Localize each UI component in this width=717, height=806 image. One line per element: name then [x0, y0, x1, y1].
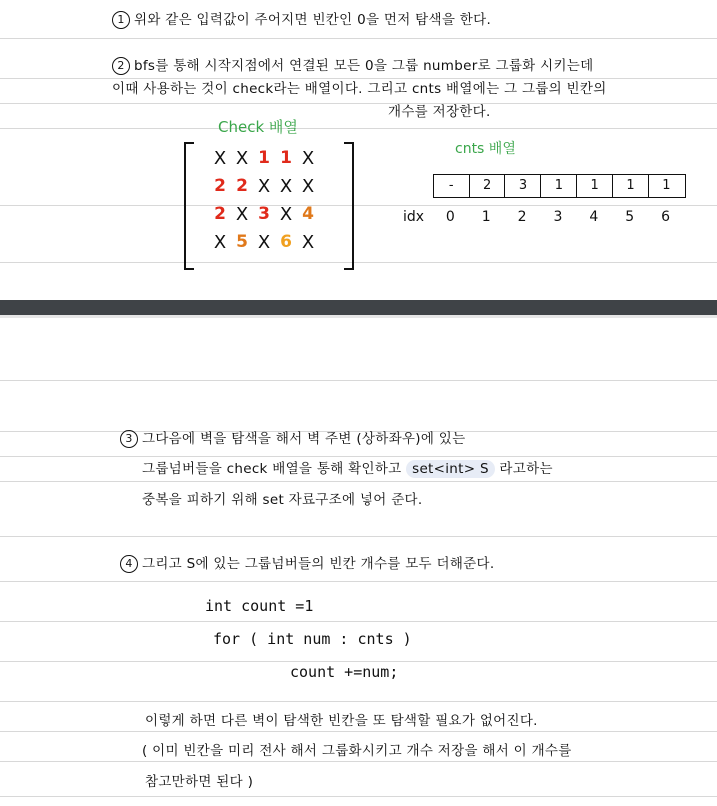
step3-line2	[142, 463, 553, 477]
cnts-cell-3: 1	[542, 175, 578, 197]
cnts-cell-1: 2	[470, 175, 506, 197]
cnts-array-box	[433, 174, 686, 198]
step2-line1	[112, 57, 593, 75]
ruled-line	[0, 38, 717, 39]
cnts-cell-5: 1	[613, 175, 649, 197]
idx-value-2: 2	[517, 209, 527, 225]
ruled-line	[0, 731, 717, 732]
idx-value-6: 6	[661, 209, 670, 225]
check-cell-r2-c2: 3	[258, 204, 270, 224]
idx-value-4: 4	[589, 209, 599, 225]
check-matrix	[184, 142, 354, 266]
check-cell-r1-c0: 2	[214, 176, 226, 196]
ruled-line	[0, 621, 717, 622]
step3-text-line1: 그다음에 벽을 탐색을 해서 벽 주변 (상하좌우)에 있는	[142, 431, 466, 447]
check-cell-r2-c0: 2	[214, 204, 226, 224]
ruled-line	[0, 205, 717, 206]
ruled-line	[0, 796, 717, 797]
check-cell-r0-c1: X	[235, 148, 249, 169]
check-cell-r3-c2: X	[257, 232, 271, 253]
check-cell-r0-c0: X	[213, 148, 227, 169]
step1-line	[112, 11, 491, 29]
step4-line	[120, 555, 494, 573]
ruled-line	[0, 128, 717, 129]
check-cell-r0-c3: 1	[280, 148, 292, 168]
check-cell-r3-c3: 6	[280, 232, 292, 252]
ruled-line	[0, 701, 717, 702]
cnts-cell-6: 1	[662, 178, 671, 193]
step2-number: 2	[112, 57, 130, 75]
set-highlight: set<int> S	[406, 460, 495, 478]
idx-value-0: 0	[445, 209, 455, 225]
check-cell-r1-c4: X	[301, 176, 315, 197]
ruled-line	[0, 456, 717, 457]
matrix-left-bracket	[184, 142, 194, 270]
cnts-array-title: cnts 배열	[455, 141, 516, 157]
code-line-1: int count =1	[205, 597, 314, 615]
closing-line2: ( 이미 빈칸을 미리 전사 해서 그룹화시키고 개수 저장을 해서 이 개수를	[142, 743, 572, 759]
cnts-cell-2: 3	[506, 175, 542, 197]
step3-text-line2b: 라고하는	[499, 461, 553, 477]
ruled-line	[0, 581, 717, 582]
check-cell-r3-c4: X	[301, 232, 315, 253]
step1-number: 1	[112, 11, 130, 29]
step3-text-line3: 중복을 피하기 위해 set 자료구조에 넣어 준다.	[142, 492, 423, 508]
check-array-title: Check 배열	[218, 118, 298, 136]
check-cell-r2-c4: 4	[302, 204, 314, 224]
check-cell-r1-c1: 2	[236, 176, 248, 196]
check-cell-r3-c1: 5	[236, 232, 248, 252]
idx-value-1: 1	[481, 209, 491, 225]
idx-value-5: 5	[625, 209, 635, 225]
step1-text: 위와 같은 입력값이 주어지면 빈칸인 0을 먼저 탐색을 한다.	[134, 12, 492, 28]
step3-text-line2a: 그룹넘버들을 check 배열을 통해 확인하고	[142, 461, 402, 477]
step4-text: 그리고 S에 있는 그룹넘버들의 빈칸 개수를 모두 더해준다.	[142, 556, 495, 572]
closing-line3: 참고만하면 된다 )	[145, 774, 254, 790]
step2-text-line2: 이때 사용하는 것이 check라는 배열이다. 그리고 cnts 배열에는 그 그룹의 빈칸의	[112, 81, 607, 97]
ruled-line	[0, 661, 717, 662]
code-line-2: for ( int num : cnts )	[213, 630, 412, 648]
idx-value-3: 3	[553, 209, 563, 225]
check-cell-r0-c2: 1	[258, 148, 270, 168]
check-cell-r3-c0: X	[213, 232, 227, 253]
ruled-line	[0, 536, 717, 537]
check-cell-r1-c2: X	[257, 176, 271, 197]
ruled-line	[0, 761, 717, 762]
page-divider	[0, 300, 717, 318]
cnts-cell-4: 1	[577, 175, 613, 197]
top-note-page	[0, 0, 717, 300]
ruled-line	[0, 78, 717, 79]
check-cell-r2-c3: X	[279, 204, 293, 225]
ruled-line	[0, 103, 717, 104]
check-cell-r1-c3: X	[279, 176, 293, 197]
ruled-line	[0, 262, 717, 263]
step3-number: 3	[120, 430, 138, 448]
idx-label: idx	[403, 209, 425, 225]
bottom-note-page	[0, 318, 717, 806]
cnts-cell-0: -	[434, 175, 470, 197]
closing-line1: 이렇게 하면 다른 벽이 탐색한 빈칸을 또 탐색할 필요가 없어진다.	[145, 713, 538, 729]
ruled-line	[0, 481, 717, 482]
ruled-line	[0, 380, 717, 381]
code-line-3: count +=num;	[290, 663, 399, 681]
check-cell-r2-c1: X	[235, 204, 249, 225]
matrix-right-bracket	[344, 142, 354, 270]
step3-line1	[120, 430, 465, 448]
step2-text-line1: bfs를 통해 시작지점에서 연결된 모든 0을 그룹 number로 그룹화 시키는데	[134, 58, 594, 74]
step2-text-line3: 개수를 저장한다.	[388, 104, 491, 120]
step4-number: 4	[120, 555, 138, 573]
check-cell-r0-c4: X	[301, 148, 315, 169]
